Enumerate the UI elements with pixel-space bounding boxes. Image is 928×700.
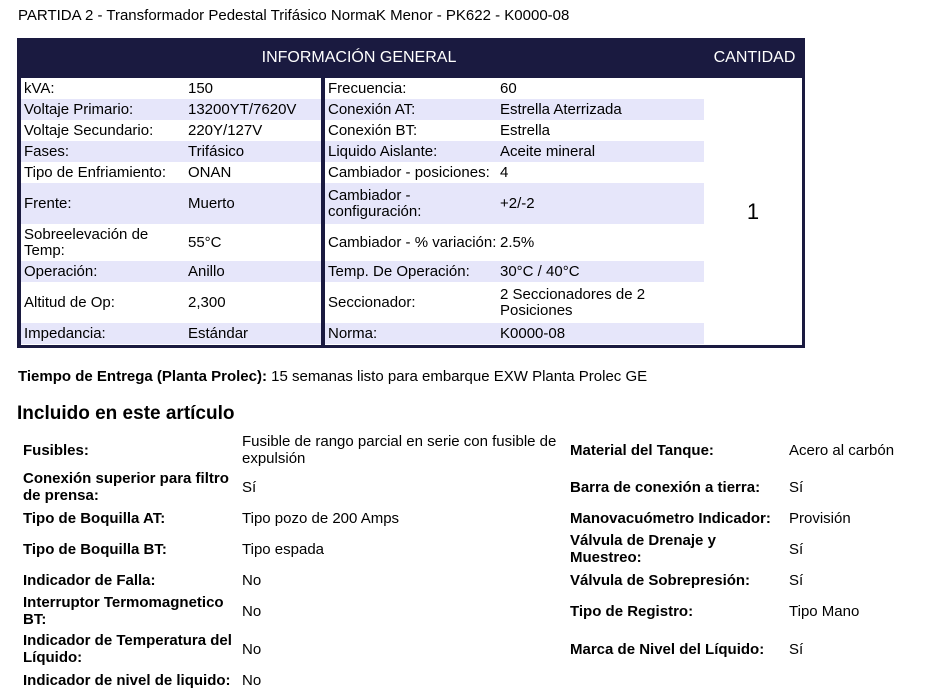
info-row (21, 78, 321, 99)
included-item (570, 506, 920, 530)
included-label: Manovacuómetro Indicador: (570, 509, 771, 527)
info-label: Altitud de Op: (24, 293, 115, 311)
quantity-header: CANTIDAD (713, 49, 796, 66)
info-right-column (325, 78, 718, 345)
included-value: Sí (242, 478, 257, 496)
quantity-value: 1 (704, 78, 802, 345)
delivery-label: Tiempo de Entrega (Planta Prolec): (18, 368, 267, 385)
info-row (21, 224, 321, 261)
info-value: Estrella (500, 121, 551, 139)
info-value: K0000-08 (500, 324, 566, 342)
included-value: No (242, 602, 262, 620)
info-row (325, 78, 718, 99)
info-header (17, 38, 805, 78)
included-label: Válvula de Sobrepresión: (570, 571, 751, 589)
info-row (21, 261, 321, 282)
info-label: Cambiador - posiciones: (328, 163, 490, 181)
included-label: Indicador de nivel de liquido: (23, 671, 231, 689)
info-label: Norma: (328, 324, 378, 342)
info-value: 220Y/127V (188, 122, 263, 139)
info-row (21, 99, 321, 120)
included-label: Indicador de Falla: (23, 571, 156, 589)
included-value: Provisión (789, 509, 851, 527)
info-value: 4 (500, 163, 509, 181)
included-item (23, 432, 568, 468)
info-value: Estándar (188, 325, 249, 342)
info-value: 13200YT/7620V (188, 101, 297, 118)
included-heading: Incluido en este artículo (17, 403, 235, 424)
included-value: Sí (789, 478, 804, 496)
info-value: Aceite mineral (500, 142, 596, 160)
included-label: Material del Tanque: (570, 441, 714, 459)
included-item (570, 432, 920, 468)
info-value: 150 (188, 80, 214, 97)
included-value: Fusible de rango parcial en serie con fusible de expulsión (242, 433, 557, 467)
included-item (570, 468, 920, 506)
info-value: Anillo (188, 263, 225, 280)
info-value: 2.5% (500, 233, 535, 251)
included-label: Interruptor Termomagnetico BT: (23, 594, 224, 628)
included-item (570, 630, 920, 668)
info-label: Temp. De Operación: (328, 262, 470, 280)
info-value: ONAN (188, 164, 232, 181)
delivery-time (18, 368, 647, 385)
info-row (21, 162, 321, 183)
info-label: Conexión AT: (328, 100, 416, 118)
info-row (325, 141, 718, 162)
included-label: Tipo de Boquilla AT: (23, 509, 166, 527)
info-value: 2 Seccionadores de 2 Posiciones (500, 285, 646, 319)
included-label: Tipo de Registro: (570, 602, 694, 620)
info-label: Voltaje Primario: (24, 100, 134, 118)
info-row (325, 162, 718, 183)
included-item (23, 568, 568, 592)
info-row (325, 224, 718, 261)
info-row (325, 99, 718, 120)
included-value: Sí (789, 571, 804, 589)
included-label: Conexión superior para filtro de prensa: (23, 470, 229, 504)
included-item (23, 506, 568, 530)
info-row (21, 183, 321, 224)
info-value: Trifásico (188, 143, 245, 160)
info-row (325, 282, 718, 323)
included-value: Sí (789, 540, 804, 558)
included-value: No (242, 671, 262, 689)
included-label: Indicador de Temperatura del Líquido: (23, 632, 232, 666)
included-value: Acero al carbón (789, 441, 895, 459)
info-header-title: INFORMACIÓN GENERAL (261, 49, 457, 66)
included-item (23, 530, 568, 568)
info-label: Operación: (24, 262, 98, 280)
info-value: 55°C (188, 234, 222, 251)
included-label: Barra de conexión a tierra: (570, 478, 761, 496)
info-label: Tipo de Enfriamiento: (24, 163, 167, 181)
info-value: +2/-2 (500, 194, 535, 212)
info-label: Sobreelevación de Temp: (24, 225, 149, 259)
info-value: Muerto (188, 195, 235, 212)
included-label: Marca de Nivel del Líquido: (570, 640, 765, 658)
info-left-column (21, 78, 321, 345)
info-value: 30°C / 40°C (500, 262, 580, 280)
info-label: Fases: (24, 142, 70, 160)
included-label: Tipo de Boquilla BT: (23, 540, 167, 558)
info-label: Frecuencia: (328, 79, 407, 97)
included-item (23, 668, 568, 692)
info-value: Estrella Aterrizada (500, 100, 622, 118)
included-right-list (570, 432, 920, 668)
included-label: Fusibles: (23, 441, 89, 459)
delivery-value: 15 semanas listo para embarque EXW Planta Prolec GE (266, 368, 648, 385)
included-label: Válvula de Drenaje y Muestreo: (570, 532, 716, 566)
info-label: Cambiador - configuración: (328, 186, 422, 220)
info-label: Frente: (24, 194, 72, 212)
included-value: No (242, 640, 262, 658)
info-label: kVA: (24, 79, 55, 97)
included-item (570, 530, 920, 568)
info-label: Conexión BT: (328, 121, 418, 139)
info-value: 60 (500, 79, 517, 97)
info-row (21, 141, 321, 162)
included-left-list (23, 432, 568, 692)
included-value: Tipo pozo de 200 Amps (242, 509, 400, 527)
info-label: Cambiador - % variación: (328, 233, 497, 251)
info-row (325, 323, 718, 344)
included-value: Tipo espada (242, 540, 325, 558)
general-info-table (17, 38, 805, 348)
included-value: Sí (789, 640, 804, 658)
info-row (21, 323, 321, 344)
info-row (325, 183, 718, 224)
page-title: PARTIDA 2 - Transformador Pedestal Trifásico NormaK Menor - PK622 - K0000-08 (18, 7, 570, 24)
info-row (325, 261, 718, 282)
info-label: Impedancia: (24, 324, 106, 342)
info-row (21, 120, 321, 141)
info-label: Seccionador: (328, 293, 416, 311)
info-row (325, 120, 718, 141)
info-label: Voltaje Secundario: (24, 121, 154, 139)
info-label: Liquido Aislante: (328, 142, 438, 160)
included-item (570, 568, 920, 592)
included-item (23, 468, 568, 506)
info-value: 2,300 (188, 294, 226, 311)
included-item (570, 592, 920, 630)
included-value: Tipo Mano (789, 602, 860, 620)
info-row (21, 282, 321, 323)
included-item (23, 630, 568, 668)
included-item (23, 592, 568, 630)
included-value: No (242, 571, 262, 589)
